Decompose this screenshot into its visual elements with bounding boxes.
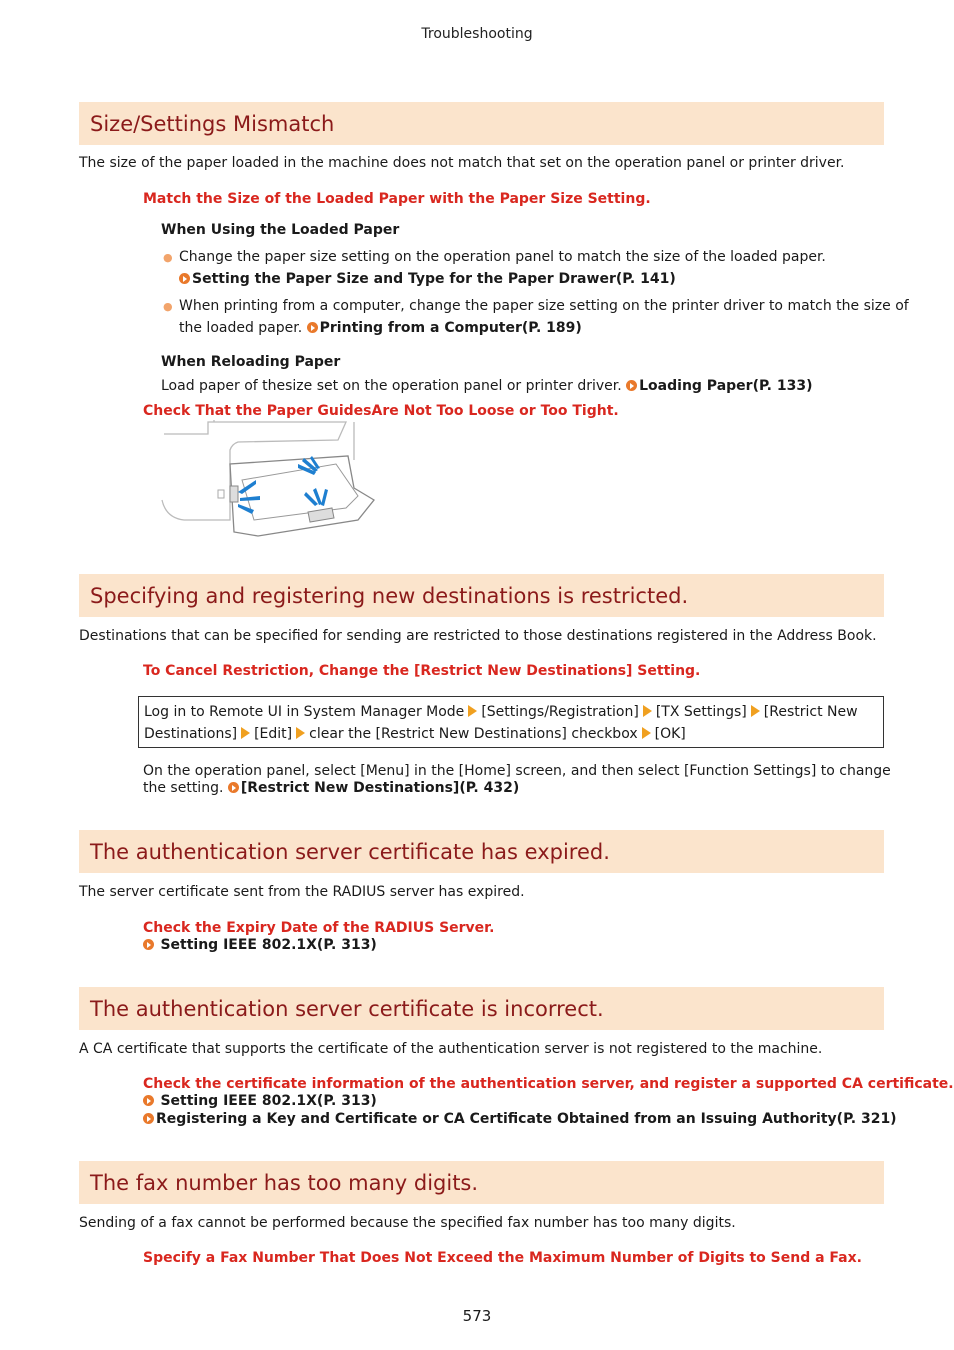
running-header: Troubleshooting (421, 26, 533, 42)
section-heading-size-mismatch: Size/Settings Mismatch (79, 102, 884, 145)
arrow-circle-icon (143, 939, 154, 950)
section-heading-restricted: Specifying and registering new destinations is restricted. (79, 574, 884, 617)
note-text-continued: the setting. [Restrict New Destinations](P. 432) (143, 780, 520, 796)
step-heading: Check the Expiry Date of the RADIUS Server. (143, 920, 495, 936)
arrow-circle-icon (228, 782, 239, 793)
step-heading: Check the certificate information of the authentication server, and register a supported CA certificate. (143, 1076, 954, 1092)
arrow-icon (468, 705, 477, 717)
section-description: The server certificate sent from the RADIUS server has expired. (79, 884, 525, 900)
section-description: Destinations that can be specified for sending are restricted to those destinations registered in the Address Book. (79, 628, 877, 644)
reference-link[interactable]: Registering a Key and Certificate or CA Certificate Obtained from an Issuing Authority(P. 321) (143, 1111, 897, 1127)
arrow-circle-icon (179, 273, 190, 284)
reference-link[interactable]: Setting the Paper Size and Type for the Paper Drawer(P. 141) (179, 271, 676, 287)
procedure-box: Log in to Remote UI in System Manager Mode [Settings/Registration] [TX Settings] [Restrict New Destinations] [Edit] clear the [Restrict New Destinations] checkbox [OK] (138, 696, 884, 748)
step-heading: Check That the Paper GuidesAre Not Too Loose or Too Tight. (143, 403, 619, 419)
arrow-circle-icon (307, 322, 318, 333)
bullet-dot: ● (163, 300, 173, 313)
section-heading-fax-digits: The fax number has too many digits. (79, 1161, 884, 1204)
section-description: The size of the paper loaded in the machine does not match that set on the operation panel or printer driver. (79, 155, 845, 171)
step-heading: Match the Size of the Loaded Paper with the Paper Size Setting. (143, 191, 651, 207)
reload-text: Load paper of thesize set on the operation panel or printer driver. Loading Paper(P. 133) (161, 378, 813, 394)
step-heading: To Cancel Restriction, Change the [Restrict New Destinations] Setting. (143, 663, 701, 679)
reference-link[interactable]: Setting IEEE 802.1X(P. 313) (143, 1093, 377, 1109)
subheading-loaded-paper: When Using the Loaded Paper (161, 222, 400, 238)
arrow-circle-icon (143, 1095, 154, 1106)
section-description: A CA certificate that supports the certificate of the authentication server is not registered to the machine. (79, 1041, 823, 1057)
paper-guides-illustration (158, 420, 380, 542)
arrow-circle-icon (626, 380, 637, 391)
reference-link[interactable]: Printing from a Computer(P. 189) (307, 320, 582, 336)
arrow-icon (642, 727, 651, 739)
arrow-icon (751, 705, 760, 717)
arrow-icon (296, 727, 305, 739)
reference-link[interactable]: Loading Paper(P. 133) (626, 378, 812, 394)
bullet-dot: ● (163, 251, 173, 264)
arrow-icon (643, 705, 652, 717)
arrow-icon (241, 727, 250, 739)
bullet-text: When printing from a computer, change the paper size setting on the printer driver to match the size of (179, 298, 909, 314)
section-description: Sending of a fax cannot be performed because the specified fax number has too many digits. (79, 1215, 736, 1231)
bullet-text: Change the paper size setting on the operation panel to match the size of the loaded paper. (179, 249, 826, 265)
section-heading-cert-expired: The authentication server certificate has expired. (79, 830, 884, 873)
page-number: 573 (462, 1307, 492, 1325)
reference-link[interactable]: Setting IEEE 802.1X(P. 313) (143, 937, 377, 953)
arrow-circle-icon (143, 1113, 154, 1124)
bullet-text-continued: the loaded paper. Printing from a Computer(P. 189) (179, 320, 582, 336)
section-heading-cert-incorrect: The authentication server certificate is incorrect. (79, 987, 884, 1030)
reference-link[interactable]: [Restrict New Destinations](P. 432) (228, 780, 519, 796)
note-text: On the operation panel, select [Menu] in the [Home] screen, and then select [Function Settings] to change (143, 763, 891, 779)
step-heading: Specify a Fax Number That Does Not Exceed the Maximum Number of Digits to Send a Fax. (143, 1250, 862, 1266)
subheading-reloading-paper: When Reloading Paper (161, 354, 341, 370)
